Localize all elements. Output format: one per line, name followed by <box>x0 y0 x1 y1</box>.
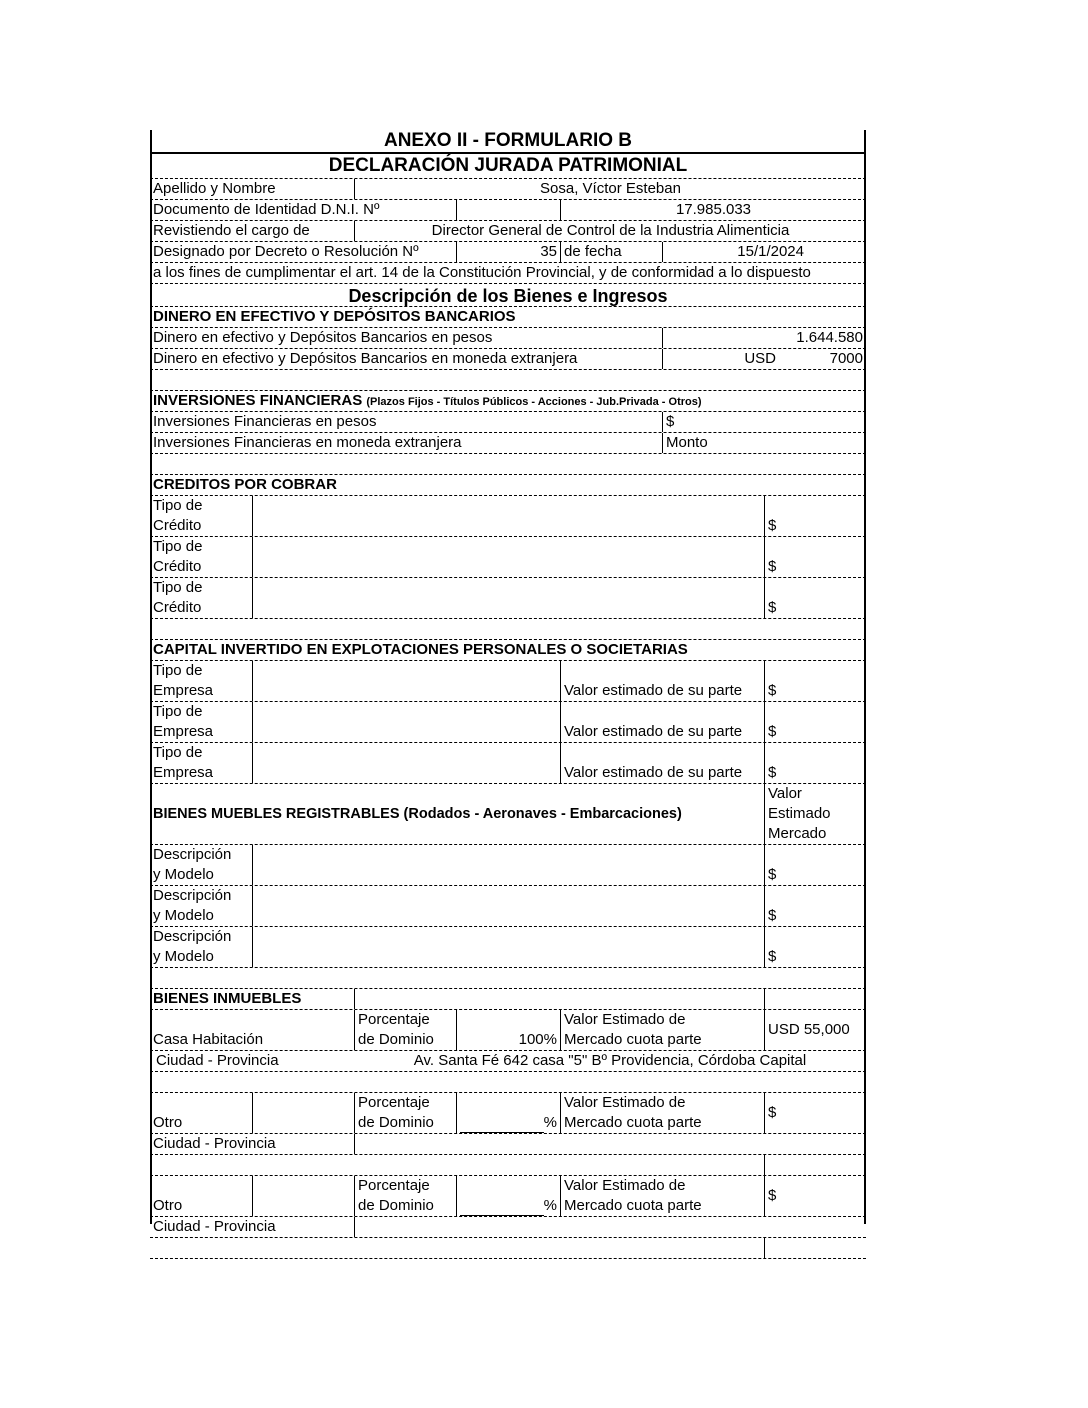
dinero-foreign-row <box>150 349 866 370</box>
inmueble-value-line2: Mercado cuota parte <box>564 1114 702 1131</box>
inmueble-pct-line1: Porcentaje <box>358 1094 430 1111</box>
section-title-row <box>150 284 866 307</box>
dinero-pesos-label: Dinero en efectivo y Depósitos Bancarios en pesos <box>153 329 493 346</box>
inversiones-heading-row <box>150 391 866 412</box>
capital-amount-field[interactable] <box>764 743 866 783</box>
inmueble-amount: $ <box>768 1187 777 1204</box>
name-row <box>150 179 866 200</box>
mueble-desc-line1: Descripción <box>153 846 232 863</box>
inmueble-row <box>150 1176 866 1217</box>
inversiones-heading <box>150 391 866 411</box>
capital-value-text: Valor estimado de su parte <box>564 723 743 740</box>
inmueble-pct-line1: Porcentaje <box>358 1011 430 1028</box>
inmueble-location-field[interactable] <box>354 1134 866 1154</box>
capital-amount: $ <box>768 764 777 781</box>
inversiones-pesos-row <box>150 412 866 433</box>
decreto-label: Designado por Decreto o Resolución Nº <box>153 243 419 260</box>
mueble-amount: $ <box>768 948 777 965</box>
dinero-heading-row <box>150 307 866 328</box>
capital-value-label <box>560 661 764 701</box>
mueble-row <box>150 927 866 968</box>
credito-type-label <box>150 537 252 577</box>
inmueble-value-label <box>560 1093 764 1133</box>
inmueble-location-field[interactable] <box>354 1217 866 1237</box>
mueble-desc-line2: y Modelo <box>153 866 214 883</box>
inmueble-pct-line1: Porcentaje <box>358 1177 430 1194</box>
inversiones-heading-text: INVERSIONES FINANCIERAS <box>153 392 363 409</box>
credito-description-field[interactable] <box>252 537 764 577</box>
mueble-amount-field[interactable] <box>764 845 866 885</box>
capital-amount: $ <box>768 723 777 740</box>
spacer-row <box>150 619 866 640</box>
inversiones-pesos-label: Inversiones Financieras en pesos <box>153 413 377 430</box>
credito-type-line2: Crédito <box>153 517 202 534</box>
capital-type-label <box>150 743 252 783</box>
capital-heading-row <box>150 640 866 661</box>
inmueble-value-label <box>560 1010 764 1050</box>
name-field[interactable]: Sosa, Víctor Esteban <box>354 179 866 199</box>
inmueble-value-line2: Mercado cuota parte <box>564 1031 702 1048</box>
capital-type-label <box>150 702 252 742</box>
main-title: DECLARACIÓN JURADA PATRIMONIAL <box>328 155 688 176</box>
inmueble-pct-field[interactable] <box>456 1093 560 1133</box>
muebles-value-header-line1: Valor <box>768 785 802 802</box>
fecha-field[interactable]: 15/1/2024 <box>662 242 866 262</box>
mueble-desc-line1: Descripción <box>153 887 232 904</box>
spacer-cell <box>764 1155 866 1175</box>
mueble-amount-field[interactable] <box>764 886 866 926</box>
dinero-heading: DINERO EN EFECTIVO Y DEPÓSITOS BANCARIOS <box>153 308 516 325</box>
spacer-cell <box>764 1238 866 1258</box>
capital-type-line2: Empresa <box>153 723 214 740</box>
decreto-field[interactable]: 35 <box>456 242 560 262</box>
dinero-pesos-row <box>150 328 866 349</box>
inmueble-pct-label <box>354 1010 456 1050</box>
muebles-heading: BIENES MUEBLES REGISTRABLES (Rodados - Aeronaves - Embarcaciones) <box>153 806 682 822</box>
spacer-row <box>150 1155 866 1176</box>
legal-text: a los fines de cumplimentar el art. 14 de la Constitución Provincial, y de conformidad a lo dispuesto <box>153 264 811 281</box>
inmueble-type <box>150 1176 252 1216</box>
inmueble-location-label: Ciudad - Provincia <box>153 1218 276 1235</box>
inmueble-location-label: Ciudad - Provincia <box>153 1135 276 1152</box>
credito-amount-field[interactable] <box>764 537 866 577</box>
inversiones-foreign-label: Inversiones Financieras en moneda extranjera <box>153 434 462 451</box>
credito-type-line1: Tipo de <box>153 579 203 596</box>
inmueble-amount: $ <box>768 1104 777 1121</box>
inmueble-pct-value: % <box>543 1114 557 1131</box>
mueble-description-field[interactable] <box>252 927 764 967</box>
capital-description-field[interactable] <box>252 702 560 742</box>
dni-row <box>150 200 866 221</box>
muebles-value-header <box>764 784 866 844</box>
inmueble-pct-line2: de Dominio <box>358 1031 434 1048</box>
capital-type-line1: Tipo de <box>153 662 203 679</box>
inmueble-location-row <box>150 1051 866 1072</box>
inmueble-type <box>150 1093 252 1133</box>
credito-row <box>150 578 866 619</box>
cargo-label: Revistiendo el cargo de <box>153 222 310 239</box>
capital-type-line1: Tipo de <box>153 703 203 720</box>
credito-type-line1: Tipo de <box>153 538 203 555</box>
mueble-amount-field[interactable] <box>764 927 866 967</box>
capital-amount-field[interactable] <box>764 702 866 742</box>
inmueble-type-field[interactable] <box>252 1176 354 1216</box>
inmueble-pct-line2: de Dominio <box>358 1197 434 1214</box>
mueble-desc-line2: y Modelo <box>153 948 214 965</box>
creditos-heading-row <box>150 475 866 496</box>
creditos-heading: CREDITOS POR COBRAR <box>153 476 337 493</box>
credito-amount-field[interactable] <box>764 496 866 536</box>
inmueble-value-label <box>560 1176 764 1216</box>
mueble-description-field[interactable] <box>252 886 764 926</box>
credito-amount: $ <box>768 517 777 534</box>
inmueble-type-field[interactable] <box>252 1093 354 1133</box>
mueble-desc-label <box>150 927 252 967</box>
cargo-field[interactable]: Director General de Control de la Industria Alimenticia <box>354 221 866 241</box>
inmueble-pct-blank <box>460 1201 544 1216</box>
credito-type-line2: Crédito <box>153 558 202 575</box>
credito-amount: $ <box>768 558 777 575</box>
inmueble-type-text: Otro <box>153 1197 183 1214</box>
inmueble-location-row <box>150 1217 866 1238</box>
inmueble-type-text: Casa Habitación <box>153 1031 264 1048</box>
annex-title-row <box>150 130 866 154</box>
capital-value-label <box>560 743 764 783</box>
spacer-row <box>150 968 866 989</box>
inmueble-value-line1: Valor Estimado de <box>564 1011 686 1028</box>
dinero-pesos-field[interactable]: 1.644.580 <box>662 328 866 348</box>
inmueble-type <box>150 1010 354 1050</box>
cargo-row <box>150 221 866 242</box>
inmueble-amount-field[interactable] <box>764 1010 866 1050</box>
capital-value-text: Valor estimado de su parte <box>564 682 743 699</box>
inmueble-pct-field[interactable] <box>456 1010 560 1050</box>
mueble-amount: $ <box>768 907 777 924</box>
capital-row <box>150 661 866 702</box>
mueble-desc-label <box>150 886 252 926</box>
mueble-desc-label <box>150 845 252 885</box>
capital-value-label <box>560 702 764 742</box>
capital-amount-field[interactable] <box>764 661 866 701</box>
capital-row <box>150 743 866 784</box>
inmueble-amount-field[interactable] <box>764 1176 866 1216</box>
main-title-row <box>150 154 866 179</box>
credito-row <box>150 537 866 578</box>
inversiones-foreign-field[interactable]: Monto <box>662 433 866 453</box>
spacer-row <box>150 1238 866 1259</box>
decreto-row <box>150 242 866 263</box>
name-label: Apellido y Nombre <box>153 180 276 197</box>
mueble-desc-line2: y Modelo <box>153 907 214 924</box>
inmuebles-heading-blank <box>764 989 866 1009</box>
inversiones-foreign-row <box>150 433 866 454</box>
inmueble-location-field[interactable]: Av. Santa Fé 642 casa "5" Bº Providencia, Córdoba Capital <box>413 1052 807 1069</box>
capital-type-label <box>150 661 252 701</box>
mueble-row <box>150 845 866 886</box>
section-title: Descripción de los Bienes e Ingresos <box>348 286 668 306</box>
dinero-foreign-currency: USD <box>662 349 790 369</box>
dni-blank-cell <box>456 200 560 220</box>
legal-text-row <box>150 263 866 284</box>
dni-label: Documento de Identidad D.N.I. Nº <box>153 201 380 218</box>
inmueble-pct-line2: de Dominio <box>358 1114 434 1131</box>
credito-amount: $ <box>768 599 777 616</box>
inmueble-location-row <box>150 1134 866 1155</box>
credito-type-label <box>150 578 252 618</box>
fecha-label: de fecha <box>560 242 662 262</box>
inmueble-amount: USD 55,000 <box>768 1021 850 1038</box>
credito-type-label <box>150 496 252 536</box>
spacer-row <box>150 370 866 391</box>
mueble-description-field[interactable] <box>252 845 764 885</box>
mueble-desc-line1: Descripción <box>153 928 232 945</box>
inmueble-pct-value: % <box>543 1197 557 1214</box>
credito-description-field[interactable] <box>252 496 764 536</box>
inmuebles-heading-row <box>150 989 866 1010</box>
capital-amount: $ <box>768 682 777 699</box>
inmueble-type-text: Otro <box>153 1114 183 1131</box>
credito-type-line2: Crédito <box>153 599 202 616</box>
inmuebles-heading: BIENES INMUEBLES <box>153 990 302 1007</box>
capital-description-field[interactable] <box>252 661 560 701</box>
mueble-row <box>150 886 866 927</box>
muebles-heading-row <box>150 784 866 845</box>
inmueble-pct-label <box>354 1093 456 1133</box>
mueble-amount: $ <box>768 866 777 883</box>
inmueble-pct-blank <box>460 1118 544 1133</box>
muebles-value-header-line2: Estimado <box>768 805 831 822</box>
inmueble-value-line1: Valor Estimado de <box>564 1177 686 1194</box>
inversiones-pesos-field[interactable]: $ <box>662 412 866 432</box>
capital-heading: CAPITAL INVERTIDO EN EXPLOTACIONES PERSONALES O SOCIETARIAS <box>153 641 688 658</box>
muebles-value-header-line3: Mercado <box>768 825 827 842</box>
inmueble-row <box>150 1093 866 1134</box>
spacer-row <box>150 454 866 475</box>
spacer-row <box>150 1072 866 1093</box>
capital-type-line2: Empresa <box>153 682 214 699</box>
inmueble-location-label: Ciudad - Provincia <box>156 1052 279 1069</box>
capital-row <box>150 702 866 743</box>
credito-amount-field[interactable] <box>764 578 866 618</box>
inmueble-pct-field[interactable] <box>456 1176 560 1216</box>
inversiones-heading-note: (Plazos Fijos - Títulos Públicos - Acciones - Jub.Privada - Otros) <box>366 396 702 408</box>
inmueble-value-line1: Valor Estimado de <box>564 1094 686 1111</box>
inmuebles-heading-blank <box>354 989 764 1009</box>
capital-type-line2: Empresa <box>153 764 214 781</box>
capital-description-field[interactable] <box>252 743 560 783</box>
credito-type-line1: Tipo de <box>153 497 203 514</box>
inmueble-pct-label <box>354 1176 456 1216</box>
declaration-form <box>150 130 866 1259</box>
inmueble-value-line2: Mercado cuota parte <box>564 1197 702 1214</box>
dinero-foreign-field[interactable]: 7000 <box>829 350 863 367</box>
credito-row <box>150 496 866 537</box>
inmueble-pct-value: 100% <box>518 1031 557 1048</box>
dinero-foreign-label: Dinero en efectivo y Depósitos Bancarios en moneda extranjera <box>153 350 578 367</box>
inmueble-amount-field[interactable] <box>764 1093 866 1133</box>
capital-value-text: Valor estimado de su parte <box>564 764 743 781</box>
credito-description-field[interactable] <box>252 578 764 618</box>
inmueble-row <box>150 1010 866 1051</box>
annex-title: ANEXO II - FORMULARIO B <box>383 130 633 151</box>
capital-type-line1: Tipo de <box>153 744 203 761</box>
dni-field[interactable]: 17.985.033 <box>560 200 866 220</box>
